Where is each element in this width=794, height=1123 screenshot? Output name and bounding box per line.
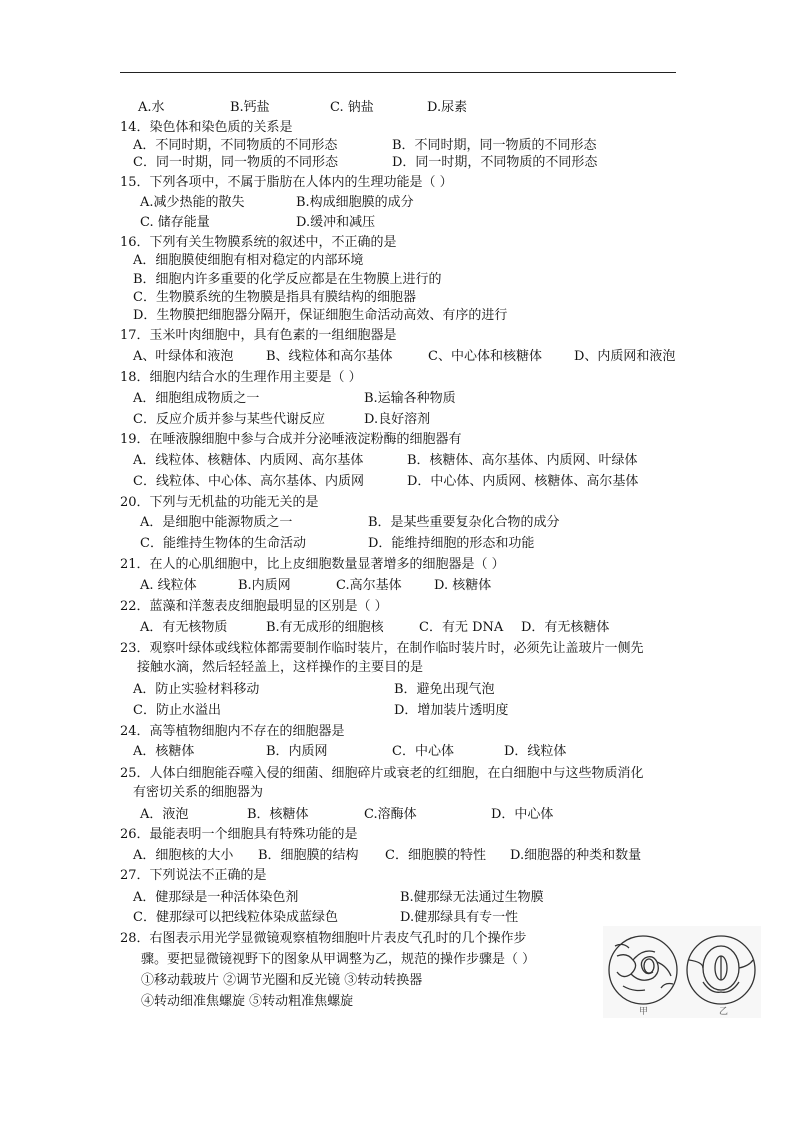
q20-option-c: C．能维持生物体的生命活动 xyxy=(140,536,306,551)
q21-option-c: C.高尔基体 xyxy=(336,578,402,593)
q15-option-d: D.缓冲和减压 xyxy=(296,215,376,230)
q14-option-a: A．不同时期，不同物质的不同形态 xyxy=(133,138,338,153)
q24-option-c: C．中心体 xyxy=(392,744,454,759)
q19-option-b: B．核糖体、高尔基体、内质网、叶绿体 xyxy=(407,453,638,468)
q16-option-c: C．生物膜系统的生物膜是指具有膜结构的细胞器 xyxy=(133,290,416,305)
q15-stem: 15．下列各项中，不属于脂肪在人体内的生理功能是（ ） xyxy=(120,175,453,190)
q22-option-a: A．有无核物质 xyxy=(140,620,228,635)
view-yi xyxy=(687,936,755,1004)
q21-option-d: D. 核糖体 xyxy=(434,578,492,593)
q13-option-a: A.水 xyxy=(138,100,165,115)
q14-stem: 14．染色体和染色质的关系是 xyxy=(120,120,293,135)
q14-option-b: B．不同时期，同一物质的不同形态 xyxy=(392,138,597,153)
q26-stem: 26．最能表明一个细胞具有特殊功能的是 xyxy=(120,827,358,842)
q14-option-d: D．同一时期，不同物质的不同形态 xyxy=(392,155,598,170)
q25-stem-continued: 有密切关系的细胞器为 xyxy=(133,785,264,800)
figure-label-jia: 甲 xyxy=(639,1007,649,1017)
q15-option-b: B.构成细胞膜的成分 xyxy=(296,195,414,210)
q17-option-c: C、中心体和核糖体 xyxy=(428,349,542,364)
q18-option-c: C．反应介质并参与某些代谢反应 xyxy=(133,412,325,427)
q18-option-d: D.良好溶剂 xyxy=(364,412,431,427)
q23-stem-continued: 接触水滴，然后轻轻盖上，这样操作的主要目的是 xyxy=(137,660,424,675)
q18-option-b: B.运输各种物质 xyxy=(364,391,456,406)
q20-option-a: A．是细胞中能源物质之一 xyxy=(140,515,293,530)
q27-option-d: D.健那绿具有专一性 xyxy=(400,910,519,925)
q17-option-a: A、叶绿体和液泡 xyxy=(133,349,234,364)
q16-option-a: A．细胞膜使细胞有相对稳定的内部环境 xyxy=(133,253,364,268)
q18-option-a: A．细胞组成物质之一 xyxy=(133,391,260,406)
figure-label-yi: 乙 xyxy=(719,1007,729,1017)
q25-option-a: A．液泡 xyxy=(140,807,189,822)
q14-option-c: C．同一时期，同一物质的不同形态 xyxy=(133,155,338,170)
header-rule xyxy=(120,72,676,73)
q28-stem: 28．右图表示用光学显微镜观察植物细胞叶片表皮气孔时的几个操作步 xyxy=(120,931,527,946)
q18-stem: 18．细胞内结合水的生理作用主要是（ ） xyxy=(120,370,362,385)
q25-option-c: C.溶酶体 xyxy=(364,807,417,822)
q24-option-d: D．线粒体 xyxy=(504,744,567,759)
q26-option-d: D.细胞器的种类和数量 xyxy=(510,848,642,863)
q19-option-d: D．中心体、内质网、核糖体、高尔基体 xyxy=(407,474,639,489)
q25-stem: 25．人体白细胞能吞噬入侵的细菌、细胞碎片或衰老的红细胞，在白细胞中与这些物质消化 xyxy=(120,766,644,781)
q24-option-b: B．内质网 xyxy=(266,744,328,759)
q27-option-a: A．健那绿是一种活体染色剂 xyxy=(133,890,299,905)
view-jia xyxy=(609,936,677,1004)
q23-stem: 23．观察叶绿体或线粒体都需要制作临时装片，在制作临时装片时，必须先让盖玻片一侧先 xyxy=(120,641,644,656)
q28-steps-line-2: ④转动细准焦螺旋 ⑤转动粗准焦螺旋 xyxy=(141,994,354,1009)
q28-stem-continued: 骤。要把显微镜视野下的图象从甲调整为乙，规范的操作步骤是（ ） xyxy=(141,952,536,967)
q22-option-d: D．有无核糖体 xyxy=(521,620,610,635)
q16-option-d: D．生物膜把细胞器分隔开，保证细胞生命活动高效、有序的进行 xyxy=(133,308,508,323)
q19-option-a: A．线粒体、核糖体、内质网、高尔基体 xyxy=(133,453,364,468)
q15-option-a: A.减少热能的散失 xyxy=(140,195,245,210)
q23-option-c: C．防止水溢出 xyxy=(133,703,221,718)
q23-option-a: A．防止实验材料移动 xyxy=(133,682,260,697)
q27-option-b: B.健那绿无法通过生物膜 xyxy=(400,890,544,905)
q26-option-c: C．细胞膜的特性 xyxy=(385,848,486,863)
q16-option-b: B．细胞内许多重要的化学反应都是在生物膜上进行的 xyxy=(133,272,442,287)
q21-stem: 21．在人的心肌细胞中，比上皮细胞数量显著增多的细胞器是（ ） xyxy=(120,557,505,572)
q13-option-b: B.钙盐 xyxy=(230,100,270,115)
q26-option-a: A．细胞核的大小 xyxy=(133,848,234,863)
q24-option-a: A．核糖体 xyxy=(133,744,195,759)
q28-steps-line-1: ①移动载玻片 ②调节光圈和反光镜 ③转动转换器 xyxy=(141,973,423,988)
q23-option-d: D．增加装片透明度 xyxy=(394,703,509,718)
q20-stem: 20．下列与无机盐的功能无关的是 xyxy=(120,495,319,510)
microscope-figure xyxy=(603,926,761,1018)
q17-option-d: D、内质网和液泡 xyxy=(574,349,676,364)
q24-stem: 24．高等植物细胞内不存在的细胞器是 xyxy=(120,724,345,739)
q17-option-b: B、线粒体和高尔基体 xyxy=(266,349,393,364)
q25-option-d: D．中心体 xyxy=(491,807,554,822)
q27-option-c: C．健那绿可以把线粒体染成蓝绿色 xyxy=(133,910,338,925)
q17-stem: 17．玉米叶肉细胞中，具有色素的一组细胞器是 xyxy=(120,328,397,343)
q20-option-d: D．能维持细胞的形态和功能 xyxy=(368,536,535,551)
q25-option-b: B．核糖体 xyxy=(247,807,309,822)
q21-option-a: A. 线粒体 xyxy=(140,578,197,593)
q26-option-b: B．细胞膜的结构 xyxy=(258,848,359,863)
q19-option-c: C．线粒体、中心体、高尔基体、内质网 xyxy=(133,474,364,489)
q19-stem: 19．在唾液腺细胞中参与合成并分泌唾液淀粉酶的细胞器有 xyxy=(120,432,462,447)
q16-stem: 16．下列有关生物膜系统的叙述中，不正确的是 xyxy=(120,235,397,250)
q22-option-c: C．有无 DNA xyxy=(419,620,504,635)
q21-option-b: B.内质网 xyxy=(238,578,291,593)
q27-stem: 27．下列说法不正确的是 xyxy=(120,868,267,883)
q22-stem: 22．蓝藻和洋葱表皮细胞最明显的区别是（ ） xyxy=(120,599,388,614)
q15-option-c: C. 储存能量 xyxy=(140,215,210,230)
q13-option-d: D.尿素 xyxy=(427,100,468,115)
q22-option-b: B.有无成形的细胞核 xyxy=(266,620,384,635)
q20-option-b: B．是某些重要复杂化合物的成分 xyxy=(368,515,560,530)
q23-option-b: B．避免出现气泡 xyxy=(394,682,495,697)
q13-option-c: C. 钠盐 xyxy=(330,100,374,115)
